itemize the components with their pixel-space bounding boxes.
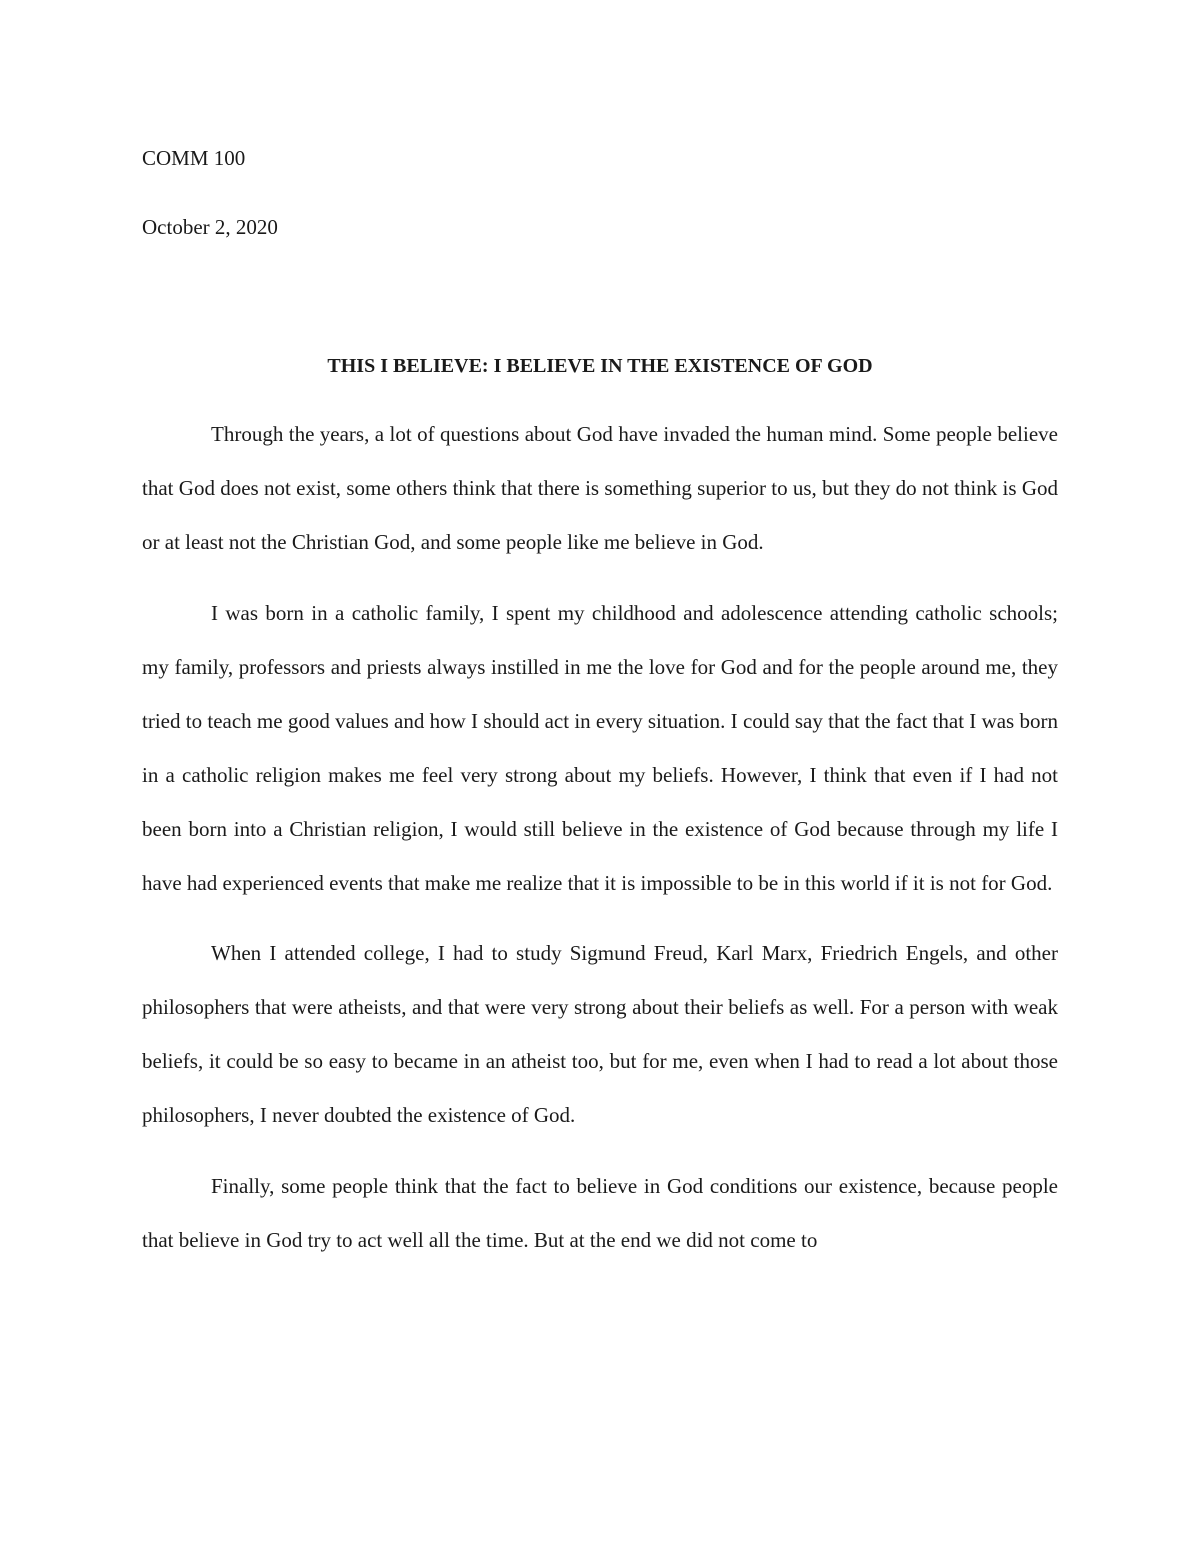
- paragraph-1: Through the years, a lot of questions about God have invaded the human mind. Some people believe that God does not exist, some others think that there is something superior to us, but they do not think is God or at least not the Christian God, and some people like me believe in God.: [142, 422, 1058, 554]
- paragraph-3: When I attended college, I had to study Sigmund Freud, Karl Marx, Friedrich Engels, and other philosophers that were atheists, and that were very strong about their beliefs as well. For a person with weak beliefs, it could be so easy to became in an atheist too, but for me, even when I had to read a lot about those philosophers, I never doubted the existence of God.: [142, 941, 1058, 1127]
- paragraph-4: Finally, some people think that the fact to believe in God conditions our existence, because people that believe in God try to act well all the time. But at the end we did not come to: [142, 1173, 1058, 1252]
- paragraph-2: I was born in a catholic family, I spent my childhood and adolescence attending catholic schools; my family, professors and priests always instilled in me the love for God and for the people around me, they tried to teach me good values and how I should act in every situation. I could say that the fact that I was born in a catholic religion makes me feel very strong about my beliefs. However, I think that even if I had not been born into a Christian religion, I would still believe in the existence of God because through my life I have had experienced events that make me realize that it is impossible to be in this world if it is not for God.: [142, 600, 1058, 895]
- essay-title: THIS I BELIEVE: I BELIEVE IN THE EXISTENCE OF GOD: [327, 355, 873, 377]
- date-label: October 2, 2020: [142, 215, 278, 239]
- course-label: COMM 100: [142, 146, 246, 170]
- essay-body: [142, 407, 1058, 1283]
